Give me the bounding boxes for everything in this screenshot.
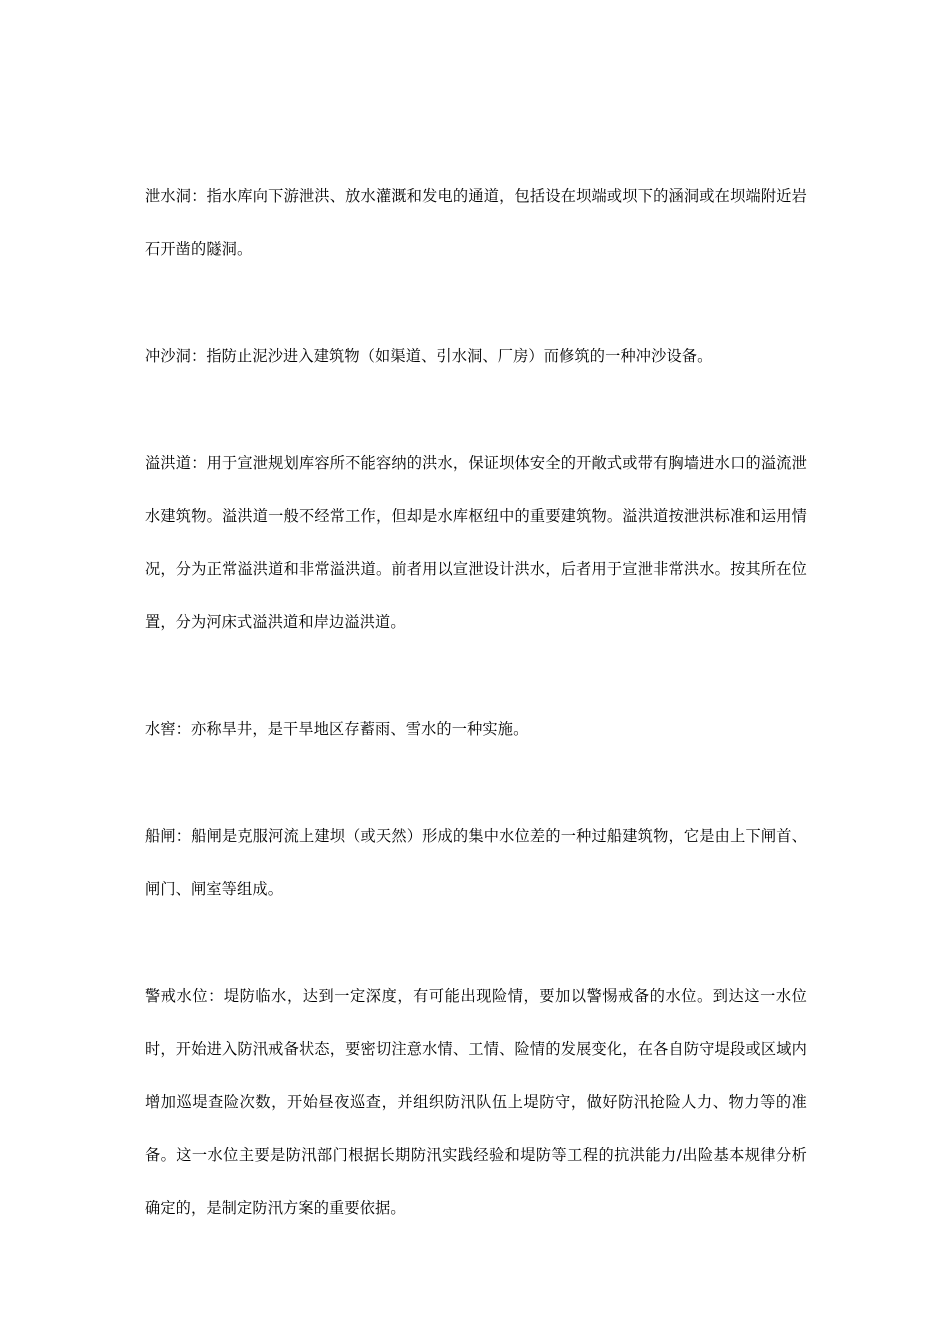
paragraph-ship-lock: 船闸：船闸是克服河流上建坝（或天然）形成的集中水位差的一种过船建筑物，它是由上下闸首、闸门、闸室等组成。 xyxy=(145,827,807,898)
paragraph-warning-water-level: 警戒水位：堤防临水，达到一定深度，有可能出现险情，要加以警惕戒备的水位。到达这一水位时，开始进入防汛戒备状态，要密切注意水情、工情、险情的发展变化，在各自防守堤段或区域内增加巡堤查险次数，开始昼夜巡查，并组织防汛队伍上堤防守，做好防汛抢险人力、物力等的准备。这一水位主要是防汛部门根据长期防汛实践经验和堤防等工程的抗洪能力/出险基本规律分析确定的，是制定防汛方案的重要依据。 xyxy=(145,987,807,1217)
paragraph-gap xyxy=(145,756,807,810)
document-body xyxy=(145,170,807,1235)
paragraph-spillway: 溢洪道：用于宣泄规划库容所不能容纳的洪水，保证坝体安全的开敞式或带有胸墙进水口的溢流泄水建筑物。溢洪道一般不经常工作，但却是水库枢纽中的重要建筑物。溢洪道按泄洪标准和运用情况，分为正常溢洪道和非常溢洪道。前者用以宣泄设计洪水，后者用于宣泄非常洪水。按其所在位置，分为河床式溢洪道和岸边溢洪道。 xyxy=(145,454,807,631)
paragraph-gap xyxy=(145,383,807,437)
paragraph-sand-flushing-tunnel: 冲沙洞：指防止泥沙进入建筑物（如渠道、引水洞、厂房）而修筑的一种冲沙设备。 xyxy=(145,347,713,365)
paragraph-gap xyxy=(145,649,807,703)
paragraph-gap xyxy=(145,276,807,330)
paragraph-gap xyxy=(145,916,807,970)
paragraph-spillway-tunnel: 泄水洞：指水库向下游泄洪、放水灌溉和发电的通道，包括设在坝端或坝下的涵洞或在坝端附近岩石开凿的隧洞。 xyxy=(145,187,807,258)
paragraph-water-cellar: 水窖：亦称旱井，是干旱地区存蓄雨、雪水的一种实施。 xyxy=(145,720,529,738)
